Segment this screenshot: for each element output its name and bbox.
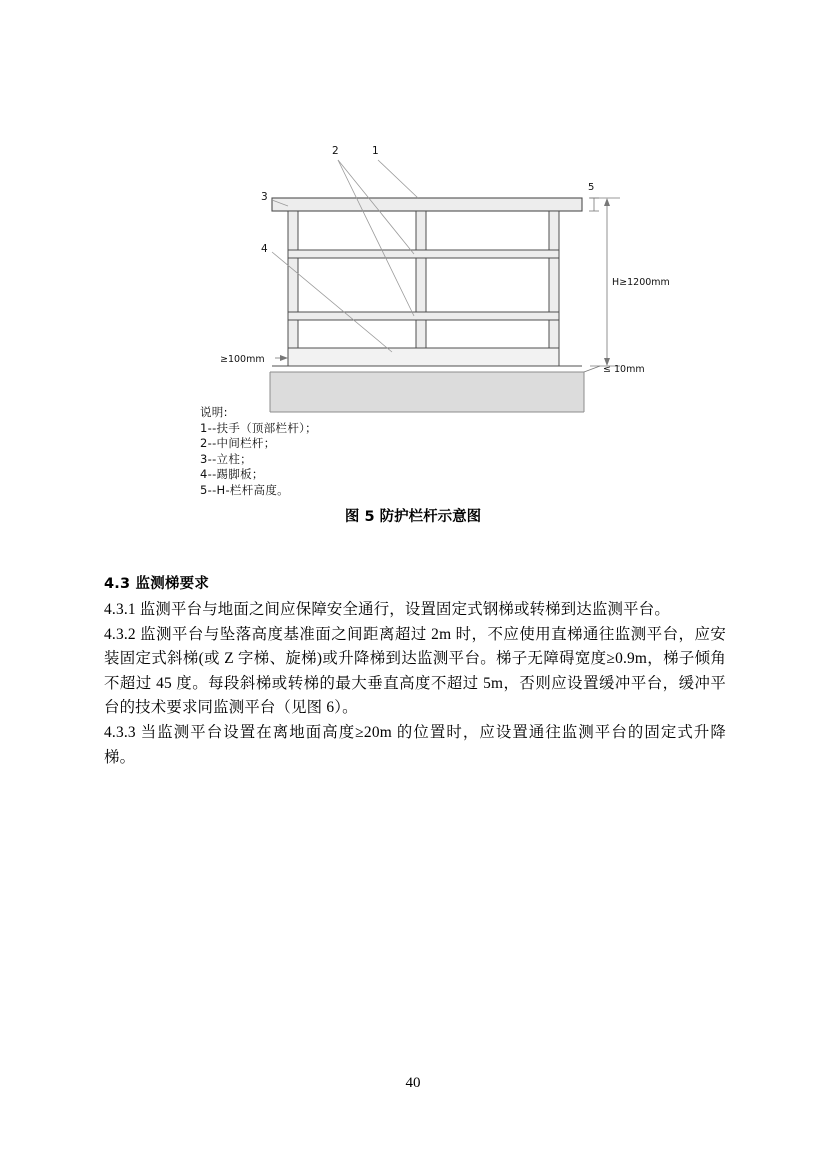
handrail-top-bar [272,198,582,211]
figure-caption: 图 5 防护栏杆示意图 [344,509,482,525]
legend-item: 3--立柱； [200,451,252,466]
figure-legend [200,405,317,498]
callout-2-label: 2 [332,145,339,157]
dimension-thickness-label: ≤ 10mm [603,364,645,375]
callout-3-label: 3 [261,191,268,203]
paragraph-4-3-3: 4.3.3 当监测平台设置在离地面高度≥20m 的位置时，应设置通往监测平台的固定式升降梯。 [104,723,726,766]
callout-5-group [588,182,599,211]
figure-guardrail-diagram [100,120,726,510]
page-number: 40 [405,1075,421,1091]
dimension-kickplate-label: ≥100mm [220,354,265,365]
callout-1-label: 1 [372,145,379,157]
callout-4-label: 4 [261,243,268,255]
paragraph-4-3-1: 4.3.1 监测平台与地面之间应保障安全通行，设置固定式钢梯或转梯到达监测平台。 [104,601,670,618]
legend-item: 1--扶手（顶部栏杆）； [200,420,317,435]
kick-plate [288,348,559,366]
paragraph-4-3-2: 4.3.2 监测平台与坠落高度基准面之间距离超过 2m 时，不应使用直梯通往监测平台，应安装固定式斜梯(或 Z 字梯、旋梯)或升降梯到达监测平台。梯子无障碍宽度≥0.9m，梯子倾角不超过 45 度。每段斜梯或转梯的最大垂直高度不超过 5m，否则应设置缓冲平台，缓冲平台的技术要求同监测平台（见图 6）。 [104,625,726,717]
section-body [104,572,726,770]
section-heading: 4.3 监测梯要求 [104,576,210,592]
dimension-height [590,198,670,366]
dimension-height-label: H≥1200mm [612,277,670,288]
vertical-posts [288,211,559,366]
callout-5-label: 5 [588,182,595,193]
guardrail-svg [100,120,726,520]
legend-item: 2--中间栏杆； [200,436,276,450]
legend-title: 说明: [200,405,228,419]
legend-item: 5--H-栏杆高度。 [200,482,289,497]
ground-slab [270,372,584,412]
legend-item: 4--踢脚板； [200,467,264,481]
dimension-kickplate [220,354,288,365]
